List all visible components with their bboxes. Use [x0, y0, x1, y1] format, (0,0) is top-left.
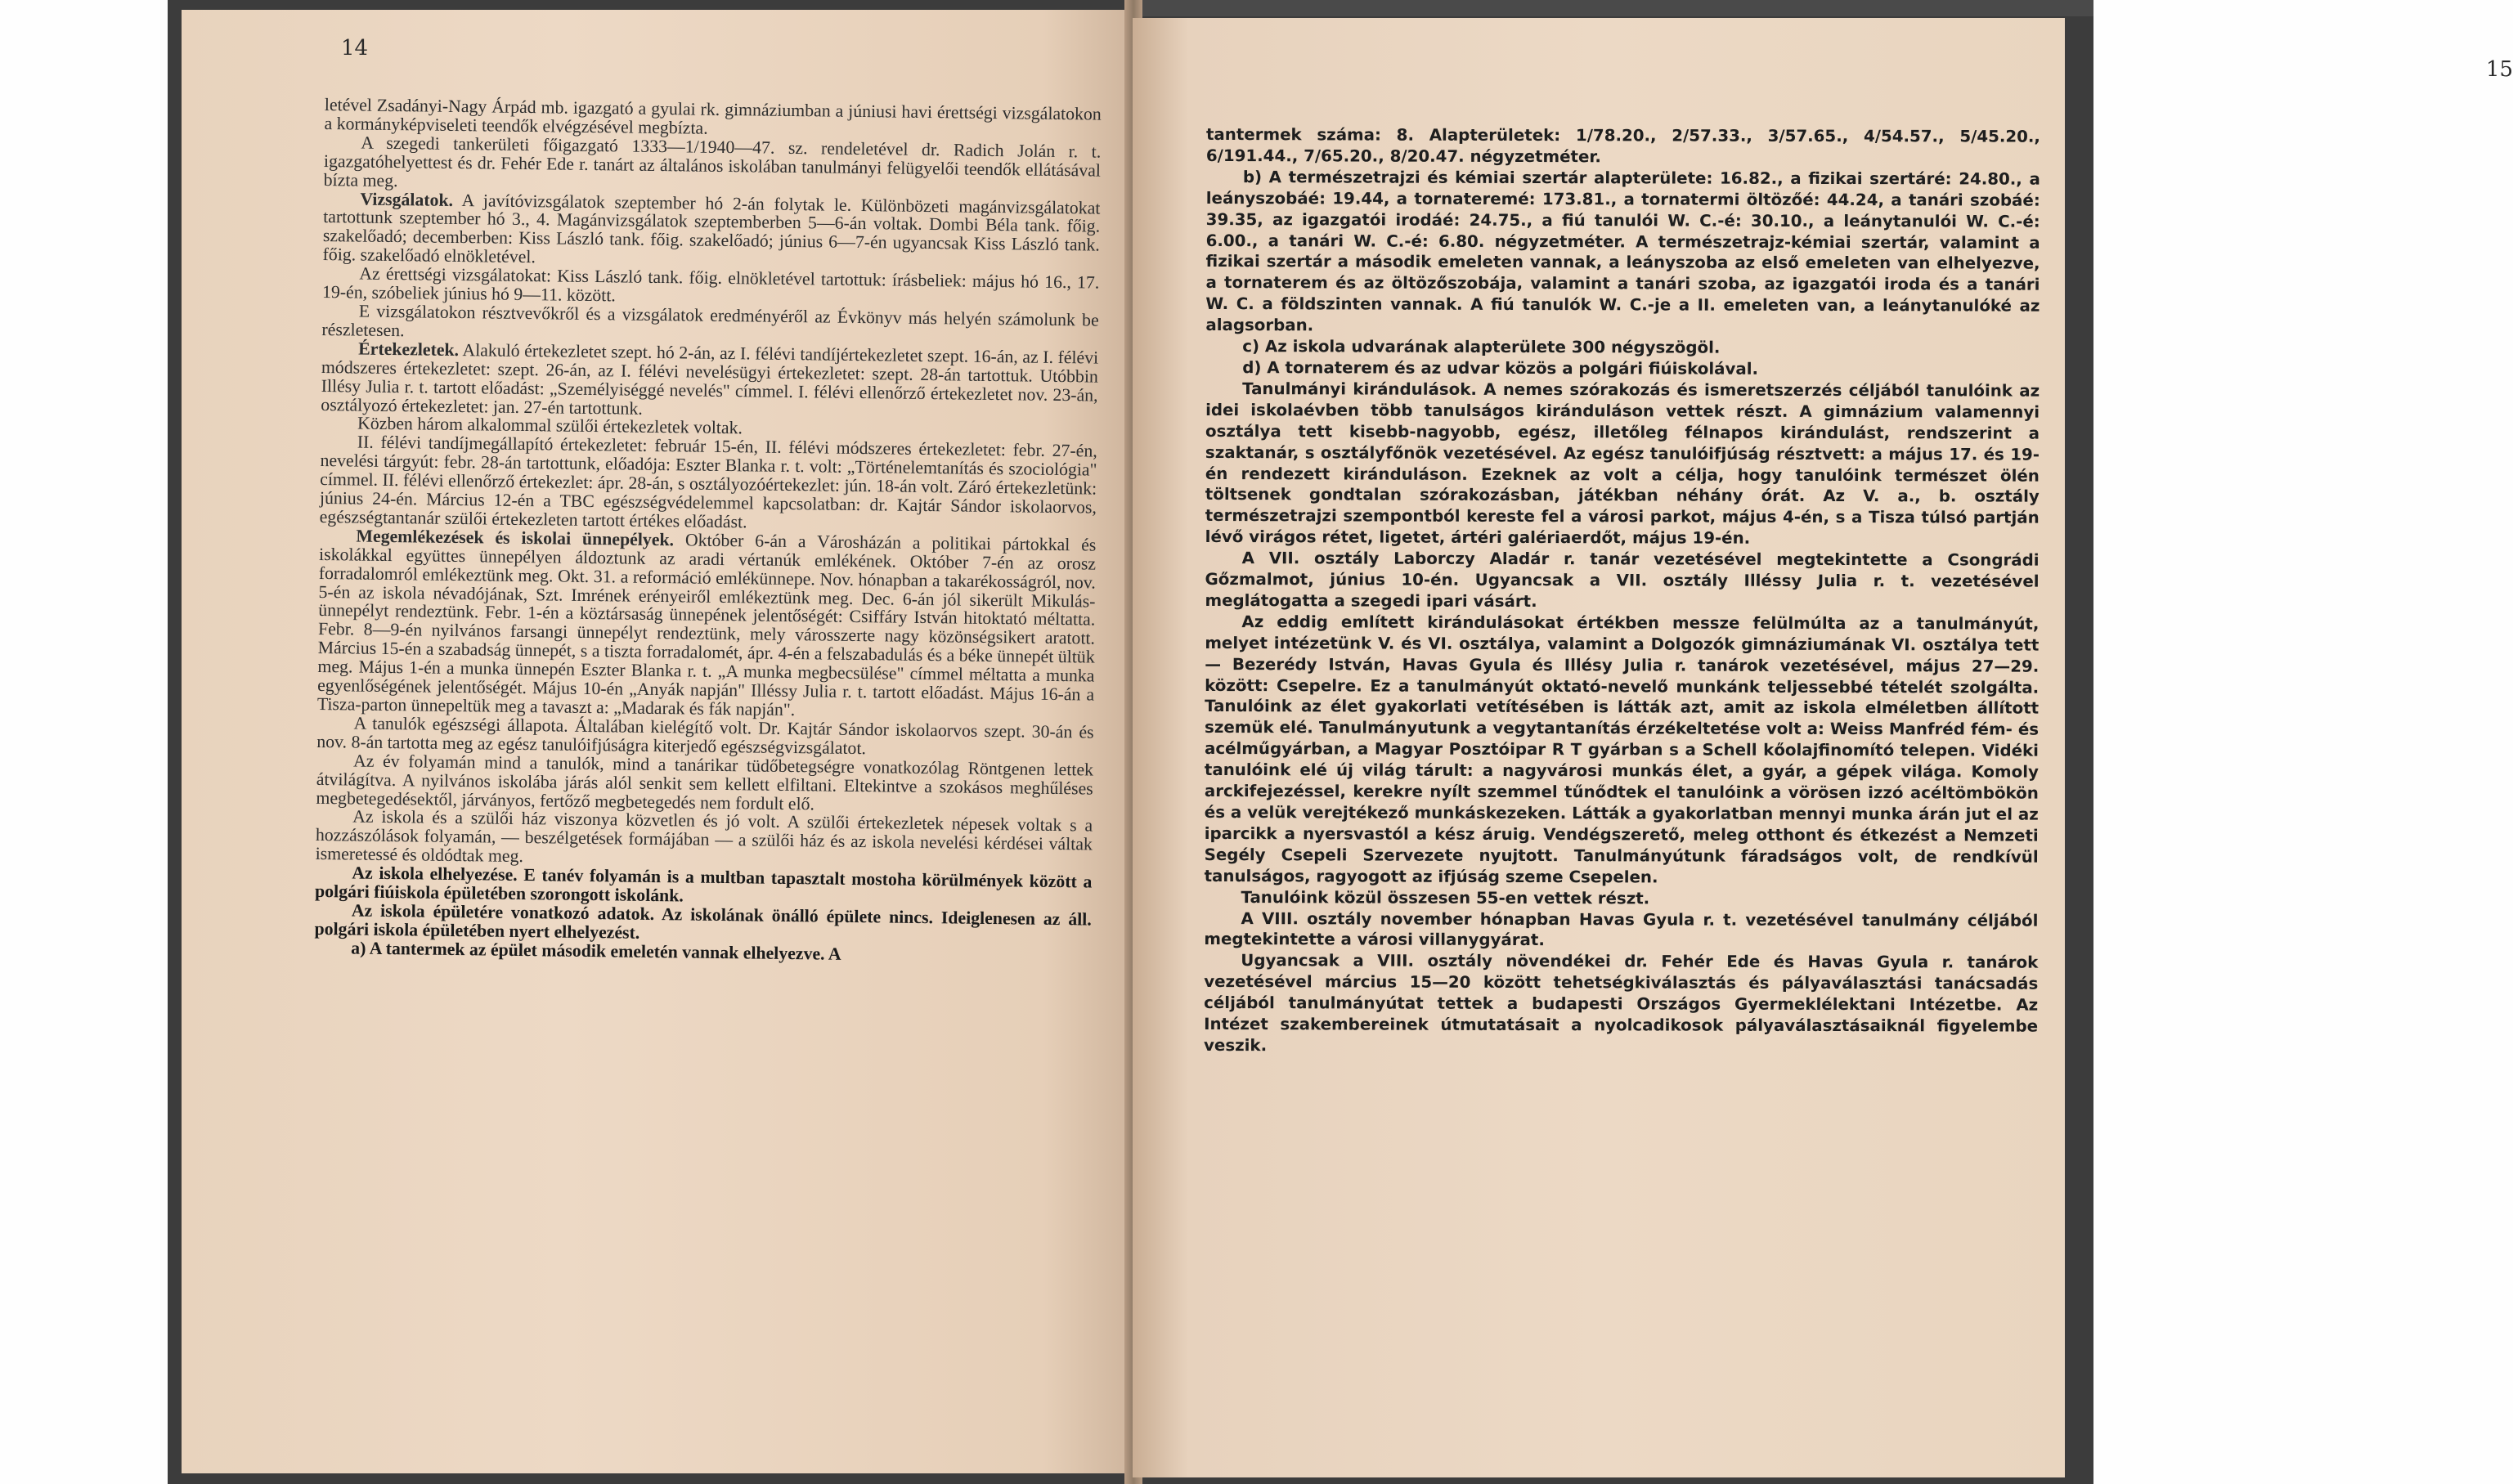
- left-paragraph: Közben három alkalommal szülői értekezletek voltak.: [357, 413, 743, 438]
- right-paragraph: A VII. osztály Laborczy Aladár r. tanár vezetésével megtekintette a Csongrádi Gőzmalmot, június 10-én. Ugyancsak a VII. osztály Illéssy Julia r. t. vezetésével meglátogatta a szegedi ipari vásárt.: [1205, 549, 2040, 611]
- section-heading: Megemlékezések és iskolai ünnepélyek.: [356, 526, 675, 550]
- left-paragraph: A szegedi tankerületi főigazgató 1333—1/1940—47. sz. rendeletével dr. Radich Jolán r. t. igazgatóhelyettest és dr. Fehér Ede r. tanárt az általános iskolában tanulmányi felügyelői teendők ellátásával bízta meg.: [323, 132, 1102, 191]
- left-paragraph: [322, 190, 1100, 274]
- section-heading: Értekezletek.: [358, 338, 460, 360]
- left-paragraph: Az iskola és a szülői ház viszonya közvetlen és jó volt. A szülői értekezletek népesek voltak s a hozzászólások folyamán, — beszélgetések formájában — a szülői ház és az iskola nevelési kérdései váltak ismeretessé és oldódtak meg.: [315, 806, 1093, 867]
- right-paragraph: d) A tornaterem és az udvar közös a polgári fiúiskolával.: [1242, 358, 1759, 379]
- left-paragraph: a) A tantermek az épület második emeletén vannak elhelyezve. A: [351, 938, 841, 964]
- right-paragraph: Tanulmányi kirándulások. A nemes szórakozás és ismeretszerzés céljából tanulóink az idei iskolaévben több tanulságos kiránduláson vettek részt. A gimnázium valamennyi osztálya tett kisebb-nagyobb, egész, illetőleg félnapos kirándulást, rendszerint a szaktanár, s osztályfőnök vezetésével. Az egész tanulóifjúság résztvett: a május 17. és 19-én rendezett kiránduláson. Ezeknek az volt a célja, hogy tanulóink természet ölén töltsenek gondtalan szórakozásban, játékban néhány órát. Az V. a., b. osztály természetrajzi szempontból kereste fel a városi parkot, május 4-én, s a Tisza túlsó partján lévő virágos rétet, ligetet, ártéri galériaerdőt, május 19-én.: [1205, 379, 2040, 548]
- left-paragraph: A tanulók egészségi állapota. Általában kielégítő volt. Dr. Kajtár Sándor iskolaorvos szept. 30-án és nov. 8-án tartotta meg az egész tanulóifjúságra kiterjedő egészségvizsgálatot.: [316, 713, 1094, 758]
- right-paragraph: c) Az iskola udvarának alapterülete 300 négyszögöl.: [1242, 337, 1721, 357]
- right-paragraph: Ugyancsak a VIII. osztály növendékei dr. Fehér Ede és Havas Gyula r. tanárok vezetésével március 15—20 között tehetségkiválasztás és pályaválasztási tanácsadás céljából tanulmányútat tettek a budapesti Országos Gyermeklélektani Intézetbe. Az Intézet szakembereinek útmutatásait a nyolcadikosok pályaválasztásaiknál figyelembe veszik.: [1204, 951, 2039, 1056]
- right-paragraph: b) A természetrajzi és kémiai szertár alapterülete: 16.82., a fizikai szertáré: 24.80., a leányszobáé: 19.44, a tornateremé: 173.81., a tornatermi öltözőé: 44.24, a tanári szobáé: 39.35, az igazgatói irodáé: 24.75., a fiú tanulói W. C.-é: 30.10., a leánytanulói W. C.-é: 6.00., a tanári W. C.-é: 6.80. négyzetméter. A természetrajz-kémiai szertár, valamint a fizikai szertár a második emeleten vannak, a leányszoba az első emeleten van elhelyezve, a tornaterem és az öltözőszobája, valamint a tanári szoba, az igazgatói iroda és a tanári W. C. a földszinten vannak. A fiú tanulók W. C.-je a II. emeleten van, a leánytanulóké az alagsorban.: [1205, 167, 2040, 335]
- paragraph-text: Alakuló értekezletet szept. hó 2-án, az I. félévi tandíjértekezletet szept. 16-án, az I. félévi módszeres értekezletet: szept. 26-án, az I. félévi nevelésügyi értekezletet: szept. 28-án tartottuk. Utóbbin Illésy Julia r. t. tartott előadást: „Személyiséggé nevelés" címmel. I. félévi ellenőrző értekezletet nov. 23-án, osztályozó értekezletet: jan. 27-én tartottunk.: [321, 339, 1099, 419]
- left-paragraph: [321, 339, 1098, 424]
- right-paragraph: A VIII. osztály november hónapban Havas Gyula r. t. vezetésével tanulmány céljából megtekintette a városi villanygyárat.: [1204, 908, 2039, 950]
- section-heading: Vizsgálatok.: [360, 189, 454, 210]
- page-number-right: 15: [2486, 57, 2513, 82]
- right-page-text: [1204, 124, 2040, 1059]
- left-paragraph: E vizsgálatokon résztvevőkről és a vizsgálatok eredményéről az Évkönyv más helyén számolunk be részletesen.: [321, 301, 1099, 341]
- left-paragraph: [317, 527, 1097, 724]
- left-paragraph: Az iskola épületére vonatkozó adatok. Az iskolának önálló épülete nincs. Ideiglenesen az áll. polgári iskola épületében nyert elhelyezést.: [314, 900, 1092, 943]
- book-cover-edge: [1141, 0, 2093, 16]
- right-paragraph: tantermek száma: 8. Alapterületek: 1/78.20., 2/57.33., 3/57.65., 4/54.57., 5/45.20., 6/191.44., 7/65.20., 8/20.47. négyzetméter.: [1205, 125, 2040, 167]
- left-page-text: [314, 96, 1102, 966]
- paragraph-text: A javítóvizsgálatok szeptember hó 2-án folytak le. Különbözeti magánvizsgálatokat tartottunk szeptember hó 3., 4. Magánvizsgálatok szeptemberben 5—6-án voltak. Dombi Béla tank. főig. szakelőadó; decemberben: Kiss László tank. főig. szakelőadó; június 6—7-én ugyancsak Kiss László tank. főig. szakelőadó elnökletével.: [322, 190, 1101, 267]
- left-paragraph: letével Zsadányi-Nagy Árpád mb. igazgató a gyulai rk. gimnáziumban a júniusi havi érettségi vizsgálatokon a kormányképviseleti teendők elvégzésével megbízta.: [324, 95, 1102, 138]
- left-paragraph: II. félévi tandíjmegállapító értekezletet: február 15-én, II. félévi módszeres értekezletet: febr. 27-én, nevelési tárgyút: febr. 28-án tartottunk, előadója: Eszter Blanka r. t. volt: „Történelemtanítás és szociológia" címmel. II. félévi ellenőrző értekezlet: ápr. 28-án, s osztályozóértekezlet: jún. 18-án volt. Záró értekezletünk: június 24-én. Március 12-én a TBC egészségvédelemmel kapcsolatban: dr. Kajtár Sándor iskolaorvos, egészségtantanár szülői értekezleten tartott értékes előadást.: [319, 432, 1097, 532]
- right-paragraph: Tanulóink közül összesen 55-en vettek részt.: [1241, 887, 1650, 908]
- page-number-left: 14: [341, 36, 369, 61]
- right-paragraph: Az eddig említett kirándulásokat értékben messze felülmúlta az a tanulmányút, melyet intézetünk V. és VI. osztálya, valamint a Dolgozók gimnáziumának VI. osztálya tett — Bezerédy István, Havas Gyula és Illésy Julia r. tanárok vezetésével, május 27—29. között: Csepelre. Ez a tanulmányút oktató-nevelő munkánk teljessebbé tételét szolgálta. Tanulóink az élet gyakorlati vetítésében is látták azt, amit az iskola elméletben állított szemük elé. Tanulmányutunk a vegytantanítás érzékeltetése volt a: Weiss Manfréd fém- és acélműgyárban, a Magyar Posztóipar R T gyárban s a Schell kőolajfinomító telepen. Vidéki tanulóink elé új világ tárult: a nagyvárosi munkás élet, a gyár, a gépek világa. Komoly arckifejezéssel, kerekre nyílt szemmel tűnődtek el tanulóink a vörösen izzó acéltömbökön és a velük verejtékező munkáskezeken. Látták a gyakorlatban mennyi munka árán jut el az iparcikk a nyersvastól a kész áruig. Vendégszerető, meleg otthont és étkezést a Nemzeti Segély Csepeli Szervezete nyujtott. Tanulmányútunk fáradságos volt, de rendkívül tanulságos, ragyogott az ifjúság szeme Csepelen.: [1204, 612, 2040, 887]
- left-page: [182, 10, 1138, 1473]
- left-paragraph: Az érettségi vizsgálatokat: Kiss László tank. főig. elnökletével tartottuk: írásbeliek: május hó 16., 17. 19-én, szóbeliek június hó 9—11. között.: [321, 263, 1100, 306]
- right-page: [1133, 18, 2513, 1477]
- left-paragraph: Az év folyamán mind a tanulók, mind a tanárikar tüdőbetegségre vonatkozólag Röntgenen lettek átvilágítva. A nyilvános iskolába járás alól senkit sem kellett elfiltani. Eltekintve a szokásos meghűléses megbetegedésektől, járványos, fertőző megbetegedés nem fordult elő.: [316, 751, 1094, 814]
- paragraph-text: Október 6-án a Városházán a politikai pártokkal és iskolákkal együttes ünnepélyen áldoztunk az aradi vértanúk emlékének. Október 7-én az orosz forradalomról emlékeztünk meg. Okt. 31. a reformáció emlékünnepe. Nov. hónapban a takarékosságról, nov. 5-én az iskola névadójának, Szt. Imrének erényeiről emlékeztünk meg. Dec. 6-án jól sikerült Mikulás-ünnepélyt rendeztünk. Febr. 1-én a köztársaság ünnepének jelentőségét: Csiffáry István hitoktató méltatta. Febr. 8—9-én nyilvános farsangi ünnepélyt rendeztünk, mely városszerte nagy közönségsikert aratott. Március 15-én a szabadság ünnepét, s a tiszta forradalomét, ápr. 4-én a felszabadulás és a béke ünnepét ültük meg. Május 1-én a munka ünnepén Eszter Blanka r. t. „A munka megbecsülése" címmel méltatta a munka egyenlőségének jelentőségét. Május 10-én „Anyák napján" Illéssy Julia r. t. tartott előadást. Május 16-án a Tisza-parton ünnepeltük meg a tavaszt a: „Madarak és fák napján".: [316, 530, 1097, 720]
- left-paragraph: Az iskola elhelyezése. E tanév folyamán is a multban tapasztalt mostoha körülmények között a polgári fiúiskola épületében szorongott iskolánk.: [314, 863, 1093, 906]
